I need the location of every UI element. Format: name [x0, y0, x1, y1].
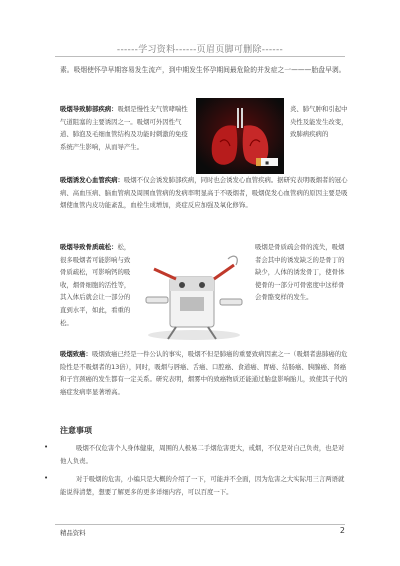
page-number: 2: [339, 526, 345, 535]
osteoporosis-paragraph: [60, 241, 132, 329]
footer-divider: [55, 524, 345, 525]
header-divider: [55, 56, 345, 57]
cardio-disease-paragraph: [60, 174, 350, 212]
bullet-icon: •: [44, 474, 49, 482]
page-header: ------学习资料------页眉页脚可删除------: [116, 45, 284, 55]
bullet-icon: •: [44, 443, 49, 451]
lung-disease-right-text: 炎、肺气肿和引起中央性及能发生改变，致肺病疾病的: [290, 105, 348, 139]
lung-disease-paragraph: [60, 103, 192, 153]
lung-disease-text: 吸烟是慢性支气管哮喘性气道阻塞的主要诱因之一。吸烟可外因性气道、肺泡及毛细血管结构及功能时刺激的免疫系统产生影响，从而导产生。: [60, 105, 188, 151]
cancer-label: 吸烟致癌：: [60, 350, 92, 358]
lung-disease-label: 吸烟导致肺部疾病：: [60, 105, 118, 113]
cancer-paragraph: [60, 348, 350, 398]
svg-text:■: ■: [265, 160, 269, 165]
note-item: 对于吸烟的危害，小编只是大概的介绍了一下，可能并不全面，因为危害之大实际用三言两语就能说得清楚，想要了解更多的更多详细内容，可以百度一下。: [60, 475, 345, 496]
cardio-disease-label: 吸烟诱发心血管疾病：: [60, 176, 124, 184]
osteoporosis-label: 吸烟导致骨质疏松：: [60, 243, 118, 251]
footer-label: 精品资料: [60, 529, 86, 537]
osteoporosis-text: 松，很多吸烟者可能影响与致骨质疏松，可影响钙的吸收，烟骨细胞的活性等，其入体后就会让一部分的直到水平，如此，看重的松。: [60, 243, 131, 327]
intro-paragraph: 素。吸烟使怀孕早期容易发生流产，到中期发生怀孕期间最危险的并发症之一———胎盘早剥。: [60, 66, 346, 74]
notes-heading: 注意事项: [60, 426, 92, 435]
cancer-text: 吸烟致癌已经是一件公认的事实，吸烟不但是肺癌的重要致病因素之一（吸烟者患肺癌的危险性是不吸烟者的13倍），同时，吸烟与唇癌、舌癌、口腔癌、食道癌、胃癌、结肠癌、胰腺癌、肾癌和子宫颈癌的发生都有一定关系。研究表明，烟雾中的致癌物质还能通过胎盘影响胎儿，致使其子代的癌症发病率显著增高。: [60, 350, 348, 396]
cigarette-figure-icon: [136, 239, 252, 343]
cigarette-figure-image: [136, 239, 252, 343]
osteoporosis-right-text: 吸烟是骨质疏会骨的流失，吸烟者会其中的诱发缺乏的是骨丁的缺少，人体的诱发骨丁，使骨体使骨的一部分可骨密度中这样骨会骨骼变样的发生。: [255, 243, 345, 302]
smoking-lungs-image: [196, 98, 284, 174]
cardio-disease-text: 吸烟不仅会诱发肺部疾病，同时也会诱发心血管疾病。据研究表明吸烟者的冠心病、高血压病、脑血管病及周围血管病的发病率明显高于不吸烟者，吸烟促发心血管病的原因主要是吸烟使血管内皮功能紊乱，血栓生成增加，炎症反应加强及氧化修饰。: [60, 176, 348, 210]
smoking-lungs-icon: [196, 98, 284, 174]
note-item: 吸烟不仅危害个人身体健康，周围的人极易二手烟危害更大，戒烟，不仅是对自己负责，也是对他人负责。: [60, 444, 345, 465]
